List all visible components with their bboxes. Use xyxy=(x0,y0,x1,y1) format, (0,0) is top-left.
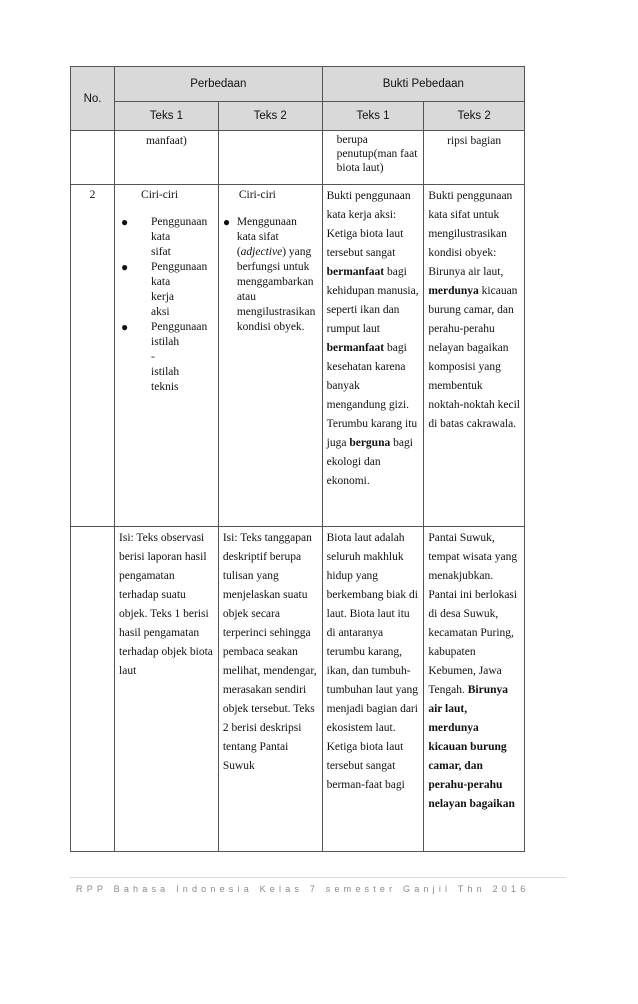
ciri-list xyxy=(119,215,214,395)
list-item: ● Menggunaan kata sifat (adjective) yang berfungsi untuk menggambarkan atau mengilustrasikan kondisi obyek. xyxy=(222,215,316,333)
cell-teks2 xyxy=(218,131,322,185)
header-perbedaan: Perbedaan xyxy=(115,67,323,102)
header-teks2-perbedaan: Teks 2 xyxy=(218,102,322,131)
ciri-list xyxy=(223,215,318,335)
cell-teks2 xyxy=(218,185,322,527)
header-teks1-bukti: Teks 1 xyxy=(322,102,424,131)
cell-teks1: manfaat) xyxy=(115,131,219,185)
bullet-icon: ● xyxy=(222,215,231,229)
cell-bukti1: Bukti penggunaan kata kerja aksi: Ketiga biota laut tersebut sangat bermanfaat bagi kehidupan manusia, seperti ikan dan rumput laut bermanfaat bagi kesehatan karena banyak mengandung gizi. Terumbu karang itu juga berguna bagi ekologi dan ekonomi. xyxy=(322,185,424,527)
ciri-title: Ciri-ciri xyxy=(141,189,179,201)
table-row xyxy=(71,185,525,527)
list-item: ● Penggunaan kata kerja aksi xyxy=(121,260,208,318)
table-row xyxy=(71,527,525,852)
header-no: No. xyxy=(71,67,115,131)
cell-no: 2 xyxy=(71,185,115,527)
header-bukti: Bukti Pebedaan xyxy=(322,67,524,102)
bullet-icon: ● xyxy=(121,260,129,274)
cell-teks1: Isi: Teks observasi berisi laporan hasil pengamatan terhadap suatu objek. Teks 1 berisi hasil pengamatan terhadap objek biota laut xyxy=(115,527,219,852)
cell-bukti2: Pantai Suwuk, tempat wisata yang menakjubkan. Pantai ini berlokasi di desa Suwuk, kecamatan Puring, kabupaten Kebumen, Jawa Tengah. Birunya air laut, merdunya kicauan burung camar, dan perahu-perahu nelayan bagaikan xyxy=(424,527,525,852)
comparison-table xyxy=(70,66,525,852)
bullet-icon: ● xyxy=(121,215,129,229)
list-item: ● Penggunaan istilah - istilah teknis xyxy=(121,320,208,393)
cell-bukti2: Bukti penggunaan kata sifat untuk mengilustrasikan kondisi obyek: Birunya air laut, merdunya kicauan burung camar, dan perahu-perahu nelayan bagaikan komposisi yang membentuk noktah-noktah kecil di batas cakrawala. xyxy=(424,185,525,527)
cell-teks2: Isi: Teks tanggapan deskriptif berupa tulisan yang menjelaskan suatu objek secara terperinci sehingga pembaca seakan melihat, mendengar, merasakan sendiri objek tersebut. Teks 2 berisi deskripsi tentang Pantai Suwuk xyxy=(218,527,322,852)
cell-teks1 xyxy=(115,185,219,527)
cell-bukti2: ripsi bagian xyxy=(424,131,525,185)
ciri-title: Ciri-ciri xyxy=(238,189,276,201)
cell-bukti1: berupa penutup(man faat biota laut) xyxy=(322,131,424,185)
footer-divider xyxy=(70,877,566,878)
table-row xyxy=(71,131,525,185)
bullet-icon: ● xyxy=(121,320,129,334)
header-teks2-bukti: Teks 2 xyxy=(424,102,525,131)
page-footer: RPP Bahasa Indonesia Kelas 7 semester Ganjil Thn 2016 xyxy=(76,884,530,894)
cell-no xyxy=(71,527,115,852)
cell-no xyxy=(71,131,115,185)
header-teks1-perbedaan: Teks 1 xyxy=(115,102,219,131)
cell-bukti1: Biota laut adalah seluruh makhluk hidup yang berkembang biak di laut. Biota laut itu di antaranya terumbu karang, ikan, dan tumbuh-tumbuhan laut yang menjadi bagian dari ekosistem laut. Ketiga biota laut tersebut sangat berman-faat bagi xyxy=(322,527,424,852)
list-item: ● Penggunaan kata sifat xyxy=(121,215,208,258)
